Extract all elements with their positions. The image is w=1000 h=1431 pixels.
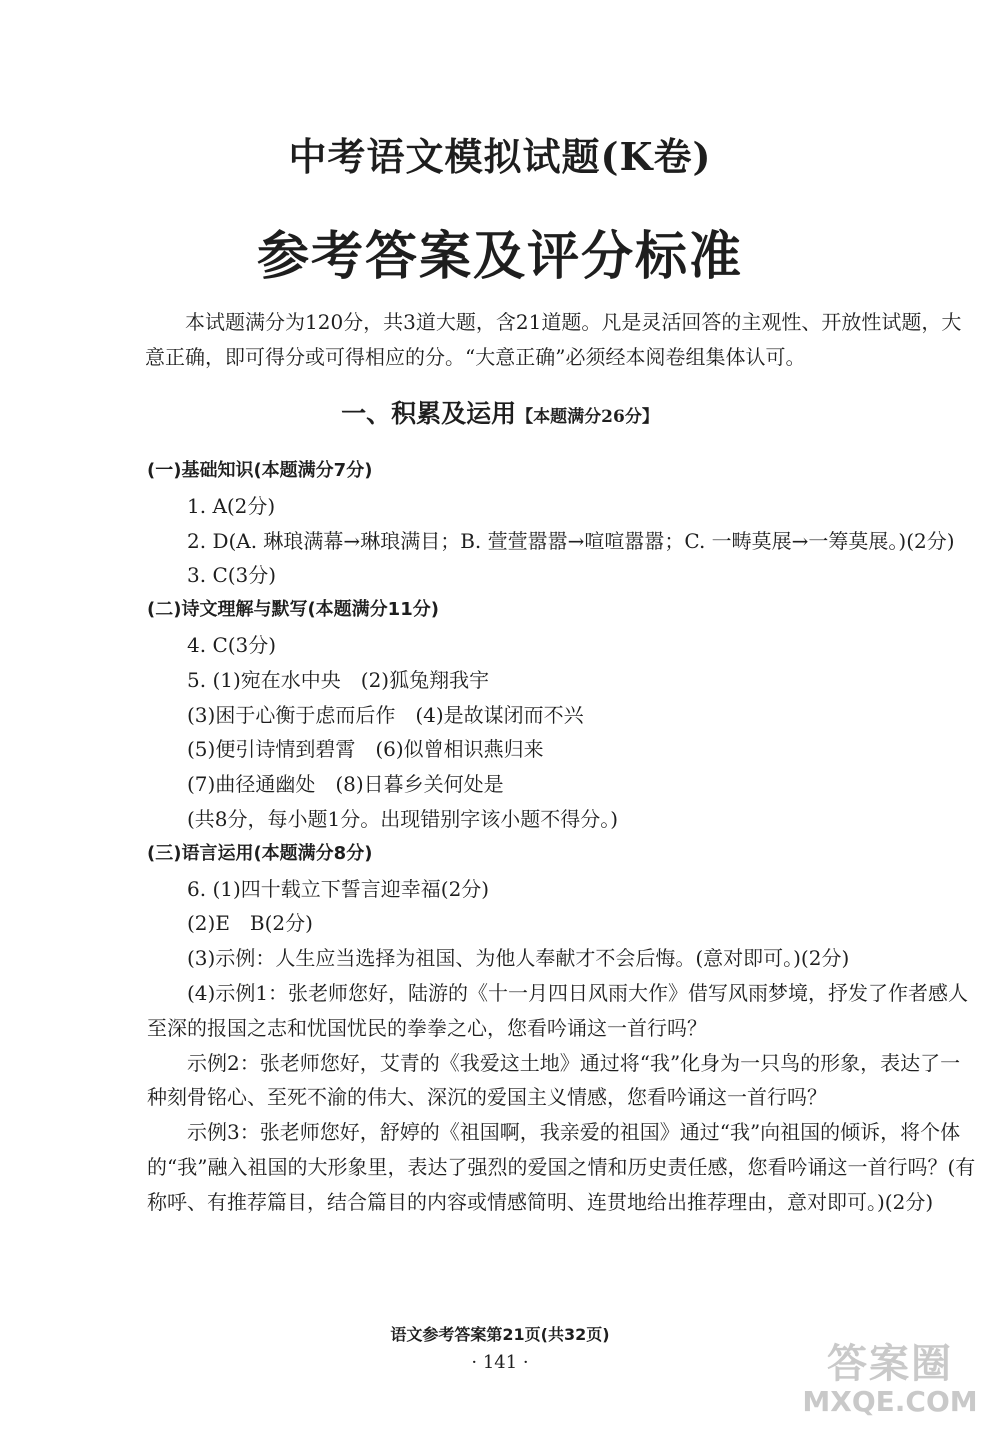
page-footer-label: 语文参考答案第21页(共32页): [390, 1325, 610, 1344]
answer-line: (共8分，每小题1分。出现错别字该小题不得分。): [187, 806, 619, 831]
answer-line: 5. (1)宛在水中央 (2)狐兔翔我宇: [187, 667, 490, 692]
intro-paragraph: 本试题满分为120分，共3道大题，含21道题。凡是灵活回答的主观性、开放性试题，大意正确，即可得分或可得相应的分。“大意正确”必须经本阅卷组集体认可。: [145, 310, 962, 369]
page-number: · 141 ·: [471, 1352, 529, 1373]
subsection-heading: (二)诗文理解与默写(本题满分11分): [147, 599, 439, 621]
answer-line: (5)便引诗情到碧霄 (6)似曾相识燕归来: [187, 737, 544, 762]
answer-line: 4. C(3分): [187, 632, 277, 657]
watermark-text: 答案圈: [827, 1341, 953, 1387]
answer-line: (3)示例：人生应当选择为祖国、为他人奉献才不会后悔。(意对即可。)(2分): [187, 946, 850, 971]
section-heading: [0, 394, 1000, 437]
watermark-logo: [790, 1340, 990, 1430]
answer-line: 1. A(2分): [187, 493, 276, 518]
answer-line: (7)曲径通幽处 (8)日暮乡关何处是: [187, 772, 504, 797]
answer-key-title: 参考答案及评分标准: [256, 226, 743, 287]
answer-line: (3)困于心衡于虑而后作 (4)是故谋闭而不兴: [187, 702, 584, 727]
watermark-url: MXQE.COM: [802, 1385, 978, 1418]
answer-line: 示例3：张老师您好，舒婷的《祖国啊，我亲爱的祖国》通过“我”向祖国的倾诉，将个体的“我”融入祖国的大形象里，表达了强烈的爱国之情和历史责任感，您看吟诵这一首行吗？(有称呼、有推荐篇目，结合篇目的内容或情感简明、连贯地给出推荐理由，意对即可。)(2分): [147, 1120, 976, 1214]
subsection-heading: (三)语言运用(本题满分8分): [147, 842, 373, 864]
answer-line: 2. D(A. 琳琅满幕→琳琅满目；B. 萱萱嚣嚣→喧喧嚣嚣；C. 一畴莫展→一筹莫展。)(2分): [187, 528, 955, 553]
section-score: 【本题满分26分】: [516, 407, 659, 427]
answer-content: [147, 454, 977, 1220]
subsection-heading: (一)基础知识(本题满分7分): [147, 460, 373, 481]
answer-line: 6. (1)四十载立下誓言迎幸福(2分): [187, 876, 490, 901]
answer-line: 3. C(3分): [187, 563, 277, 588]
exam-title: 中考语文模拟试题(K卷): [288, 134, 712, 179]
section-title: 一、积累及运用: [341, 399, 517, 428]
answer-line: (4)示例1：张老师您好，陆游的《十一月四日风雨大作》借写风雨梦境，抒发了作者感人至深的报国之志和忧国忧民的拳拳之心，您看吟诵这一首行吗？: [147, 980, 969, 1040]
answer-line: 示例2：张老师您好，艾青的《我爱这土地》通过将“我”化身为一只鸟的形象，表达了一种刻骨铭心、至死不渝的伟大、深沉的爱国主义情感，您看吟诵这一首行吗？: [147, 1050, 961, 1110]
answer-line: (2)E B(2分): [187, 911, 313, 936]
